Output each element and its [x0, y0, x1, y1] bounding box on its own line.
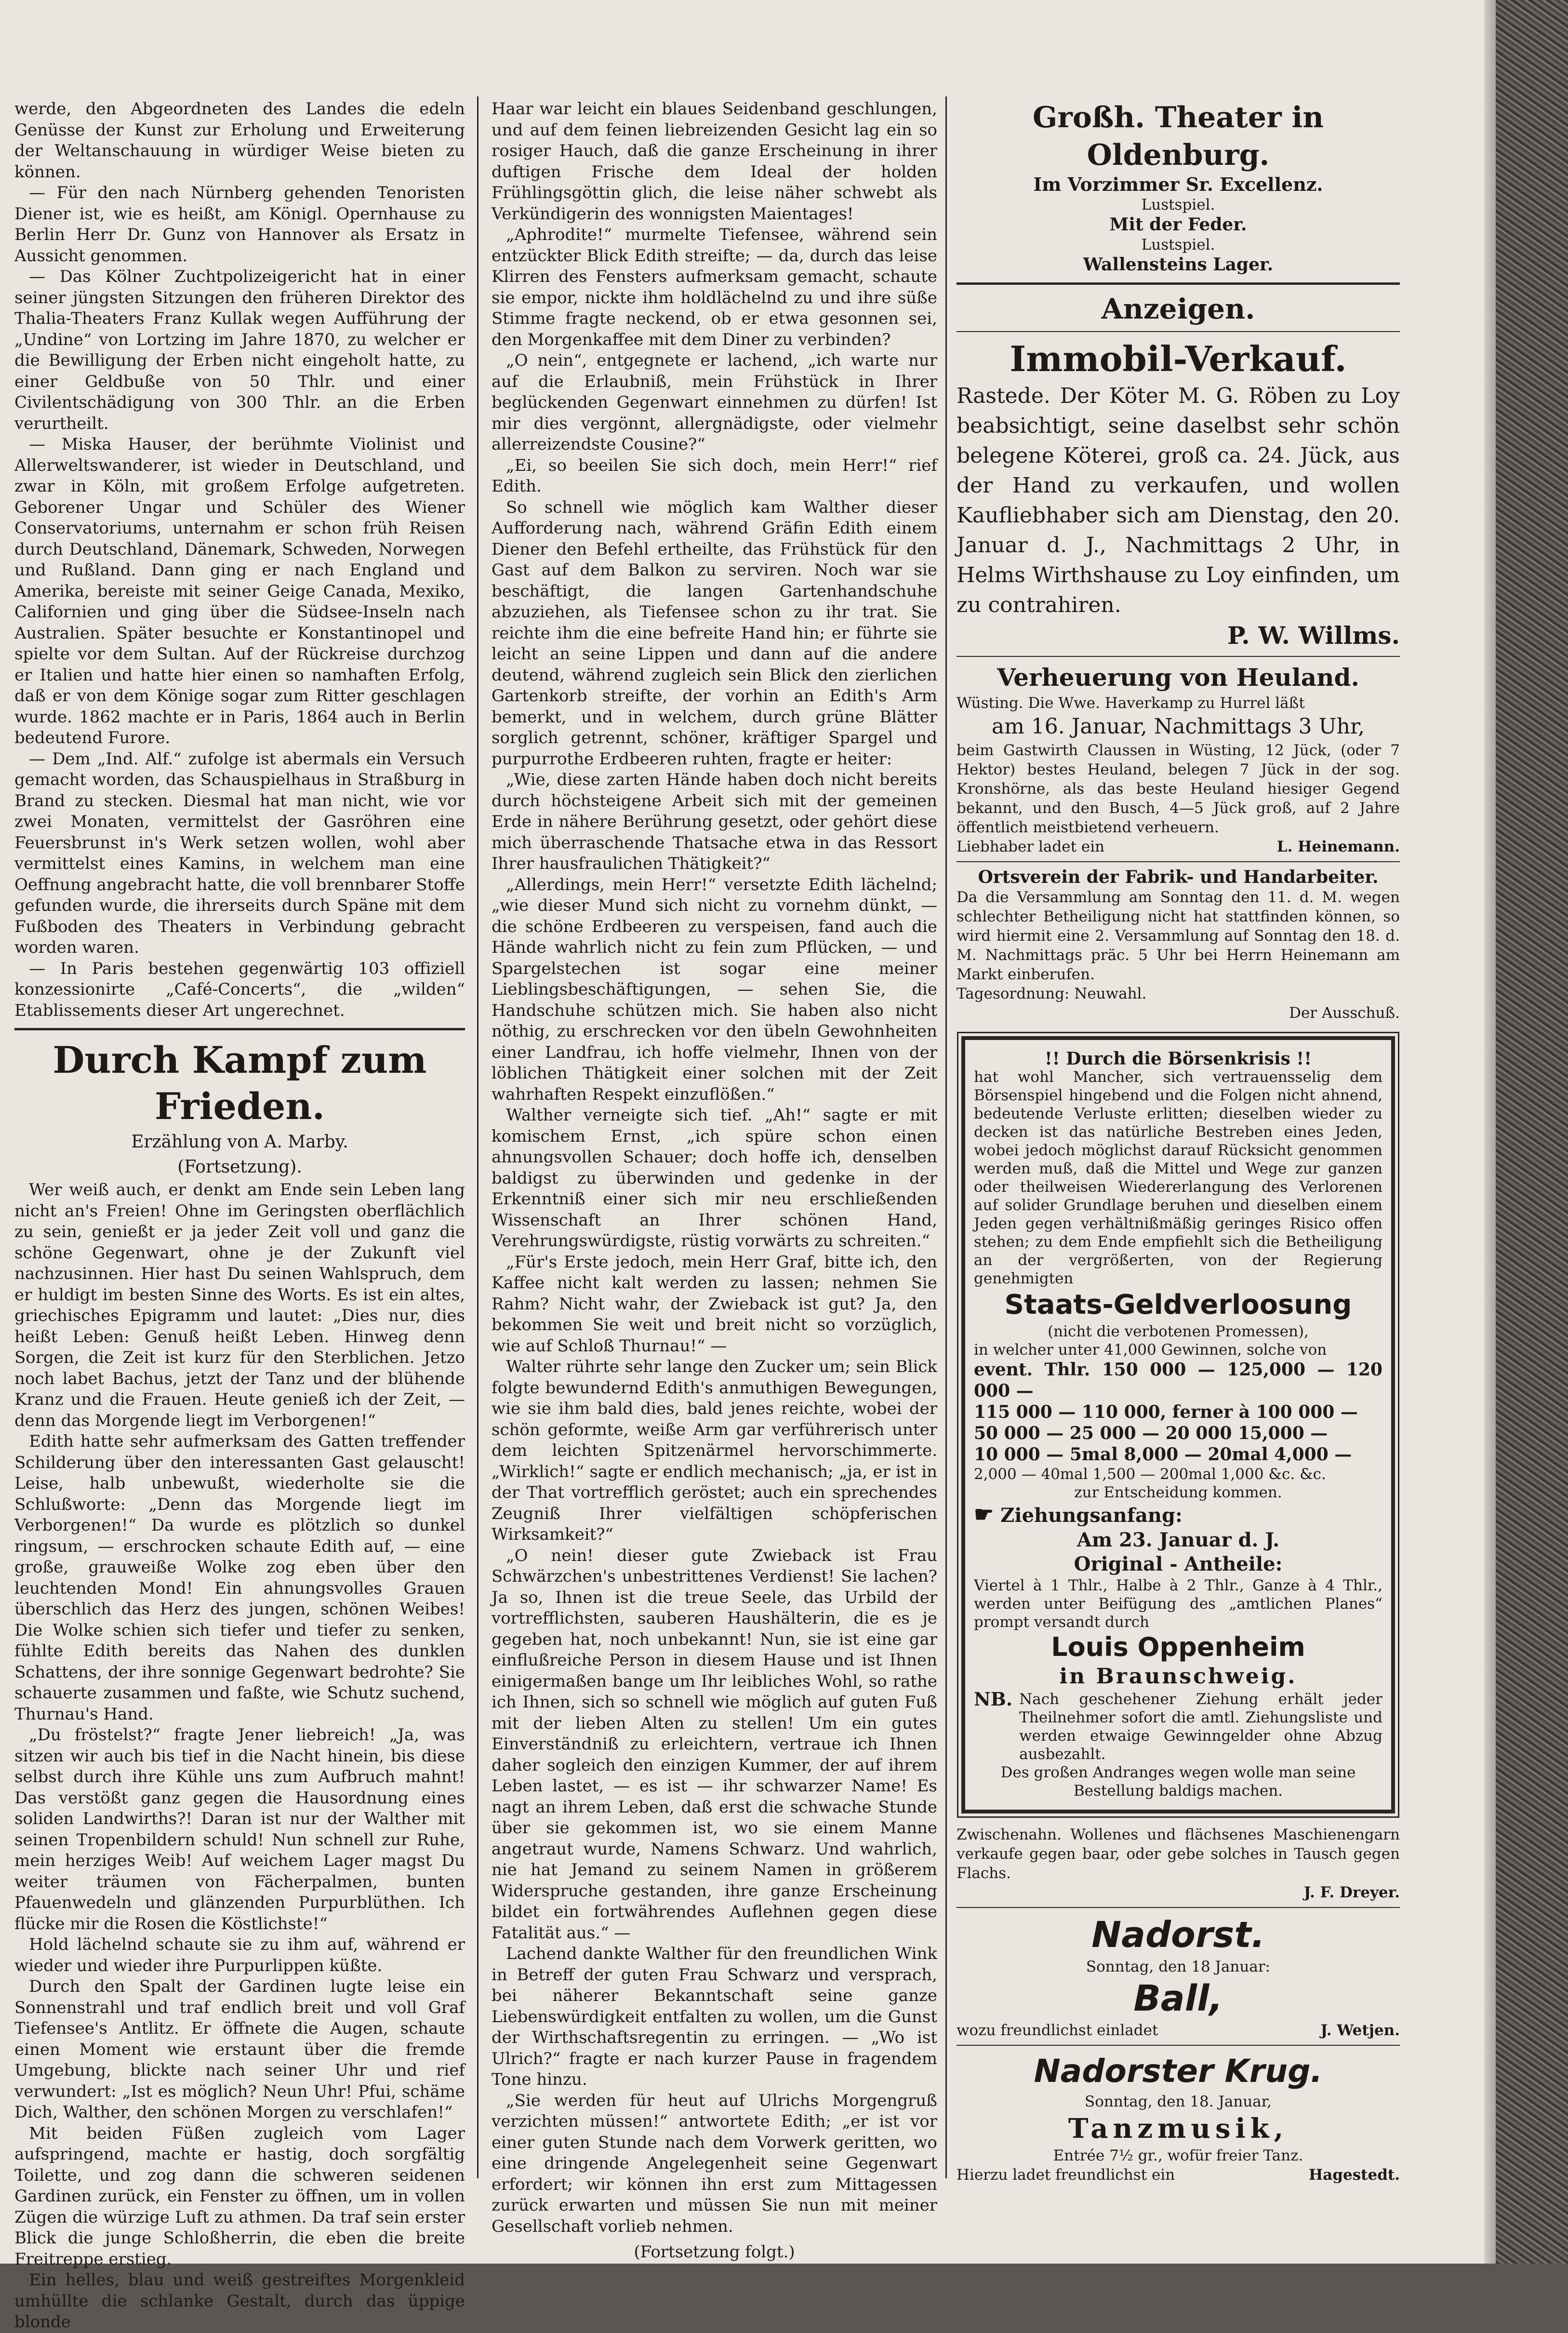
pointing-hand-icon: ☛ [974, 1501, 994, 1527]
lottery-firm: Louis Oppenheim [1051, 1632, 1305, 1662]
divider [957, 331, 1400, 332]
ad-date: Sonntag, den 18 Januar: [1086, 1958, 1271, 1975]
ad-title: !! Durch die Börsenkrisis !! [1044, 1049, 1312, 1069]
theater-genre: Lustspiel. [1141, 236, 1215, 253]
story-paragraph: „O nein! dieser gute Zwieback ist Frau Schwärzchen's unbestrittenes Verdienst! Sie lachen? Ja so, Ihnen ist die treue Seele, das Urbild der vortrefflichsten, sauberen Haushälterin, die es je gegeben hat, noch unbekannt! Nun, sie ist eine gar einflußreiche Person in diesem Hause und ist Ihnen einigermaßen bange um Ihr leibliches Wohl, so rathe ich Ihnen, sich so schnell wie möglich auf guten Fuß mit der lieben Alten zu stellen! Um ein gutes Einverständniß zu erleichtern, vertraue ich Ihnen daher sogleich den einzigen Kummer, der auf ihrem Leben lastet, — es ist — ihr schwarzer Name! Es nagt an ihrem Leben, daß erst die schwache Stunde über sie gekommen ist, wo sie einem Manne angetraut wurde, Namens Schwarz. Und wahrlich, nie hat Jemand zu seinem Namen in größerem Widerspruche gestanden, ihre ganze Erscheinung bildet ein fortwährendes Auflehnen gegen diese Fatalität aus.“ — [492, 1546, 937, 1943]
story-paragraph: „Wie, diese zarten Hände haben doch nicht bereits durch höchsteigene Arbeit sich mit der gemeinen Erde in nähere Berührung gesetzt, oder gehört diese mich überraschende Thatsache etwa in das Ressort Ihrer hausfraulichen Thätigkeit?“ [492, 770, 937, 873]
ad-text: hat wohl Mancher, sich vertrauensselig dem Börsenspiel hingebend und die Folgen nicht ahnend, bedeutende Verluste erlitten; dieselben wieder zu decken ist das natürliche Bestreben eines Jeden, wobei jedoch möglichst darauf Rücksicht genommen werden muß, daß die Mittel und Wege zur ganzen oder theilweisen Wiedererlangung des Verlorenen auf solider Grundlage beruhen und dieselben einem Jeden gegen verhältnißmäßig geringes Risico offen stehen; zu dem Ende empfiehlt sich die Betheiligung an der vergrößerten, von der Regierung genehmigten [974, 1068, 1382, 1287]
ad-text: Rastede. Der Köter M. G. Röben zu Loy beabsichtigt, seine daselbst sehr schön belegene Köterei, groß ca. 24. Jück, aus der Hand zu verkaufen, und wollen Kaufliebhaber sich am Dienstag, den 20. Januar d. J., Nachmittags 2 Uhr, in Helms Wirthshause zu Loy einfinden, um zu contrahiren. [957, 383, 1400, 617]
section-divider [14, 1028, 465, 1030]
lottery-date: Am 23. Januar d. J. [1076, 1529, 1280, 1551]
story-paragraph: So schnell wie möglich kam Walther dieser Aufforderung nach, während Gräfin Edith einem Diener den Befehl ertheilte, das Frühstück für den Gast auf dem Balkon zu serviren. Noch war sie beschäftigt, die langen Gartenhandschuhe abzuziehen, als Tiefensee schon zu ihr trat. Sie reichte ihm die eine befreite Hand hin; er führte sie leicht an seine Lippen und dann auf die andere deutend, während zugleich sein Blick den zierlichen Gartenkorb streifte, der vorhin an Edith's Arm bemerkt, und in welchem, durch grüne Blätter sorglich getrennt, schöner, kräftiger Spargel und purpurrothe Erdbeeren ruhten, fragte er heiter: [492, 497, 937, 769]
ad-text: Zwischenahn. Wollenes und flächsenes Maschienengarn verkaufe gegen baar, oder gebe solches in Tausch gegen Flachs. [957, 1826, 1400, 1882]
theater-title: Großh. Theater in Oldenburg. [1033, 101, 1324, 172]
lottery-city: in Braunschweig. [1059, 1664, 1297, 1689]
ad-signature: L. Heinemann. [1276, 838, 1400, 855]
story-paragraph: „Für's Erste jedoch, mein Herr Graf, bitte ich, den Kaffee nicht kalt werden zu lassen; nehmen Sie Rahm? Nicht wahr, der Zwieback ist gut? Ja, den bekommen Sie weit und breit nicht so vorzüglich, wie auf Schloß Thurnau!“ — [492, 1252, 937, 1356]
ad-invite: Hierzu ladet freundlichst ein [957, 2166, 1175, 2184]
divider [957, 861, 1400, 862]
column-1 [14, 99, 465, 2332]
ad-event: Ball, [1133, 1978, 1223, 2019]
ad-signature: Hagestedt. [1308, 2166, 1400, 2184]
news-paragraph: werde, den Abgeordneten des Landes die edeln Genüsse der Kunst zur Erholung und Erweiterung der Weltanschauung in würdiger Weise bieten zu können. [14, 99, 465, 182]
column-3 [957, 99, 1400, 2184]
story-paragraph: Edith hatte sehr aufmerksam des Gatten treffender Schilderung über den interessanten Gast gelauscht! Leise, halb unbewußt, wiederholte sie die Schlußworte: „Denn das Morgende liegt im Verborgenen!“ Da wurde es plötzlich so dunkel ringsum, — erschrocken schaute Edith auf, — eine große, grauweiße Wolke zog eben über den leuchtenden Mond! Ein ahnungsvolles Grauen überschlich das Herz des jungen, schönen Weibes! Die Wolke schien sich tiefer und tiefer zu senken, fühlte Edith bereits das Nahen des dunklen Schattens, der ihre sonnige Gegenwart bedrohte? Sie schauerte zusammen und faßte, wie Schutz suchend, Thurnau's Hand. [14, 1432, 465, 1724]
story-paragraph: Mit beiden Füßen zugleich vom Lager aufspringend, machte er hastig, doch sorgfältig Toilette, und zog dann die schweren seidenen Gardinen zurück, ein Fenster zu öffnen, um in vollen Zügen die würzige Luft zu athmen. Da traf sein erster Blick die junge Schloßherrin, die eben die breite Freitreppe erstieg. [14, 2123, 465, 2269]
ad-signature: J. Wetjen. [1320, 2022, 1400, 2039]
theater-play: Wallensteins Lager. [1083, 254, 1274, 275]
column-rule-1 [477, 96, 478, 2178]
lottery-price: Viertel à 1 Thlr., Halbe à 2 Thlr., Ganze à 4 Thlr., werden unter Beifügung des „amtlichen Planes“ prompt versandt durch [974, 1577, 1382, 1631]
lottery-nb: Nach geschehener Ziehung erhält jeder Theilnehmer sofort die amtl. Ziehungsliste und werden etwaige Gewinngelder ohne Abzug ausbezahlt. [1019, 1691, 1382, 1763]
lottery-nb-row [974, 1690, 1382, 1763]
continuation-note: (Fortsetzung folgt.) [634, 2242, 795, 2262]
divider [957, 1907, 1400, 1908]
section-divider [957, 282, 1400, 285]
ads-heading: Anzeigen. [1101, 292, 1255, 325]
story-paragraph: Wer weiß auch, er denkt am Ende sein Leben lang nicht an's Freien! Ohne im Geringsten oberflächlich zu sein, genießt er ja jeder Zeit voll und ganz die schöne Gegenwart, ohne je der Zukunft viel nachzusinnen. Hier hast Du seinen Wahlspruch, dem er huldigt im besten Sinne des Worts. Es ist ein altes, griechisches Epigramm und lautet: „Dies nur, dies heißt Leben: Genuß heißt Leben. Hinweg denn Sorgen, die Zeit ist kurz für den Sterblichen. Jetzo noch labet Bachus, jetzt der Tanz und der blühende Kranz und die Frauen. Heute genieß ich der Zeit, — denn das Morgende liegt im Verborgenen!“ [14, 1180, 465, 1430]
lottery-end: Des großen Andranges wegen wolle man seine Bestellung baldigs machen. [1000, 1764, 1356, 1800]
ad-entree: Entrée 7½ gr., wofür freier Tanz. [1053, 2147, 1303, 2164]
column-2 [492, 99, 937, 2262]
story-continuation: (Fortsetzung). [177, 1157, 302, 1177]
lottery-row: 115 000 — 110 000, ferner à 100 000 — [974, 1402, 1358, 1422]
ad-invite: wozu freundlichst einladet [957, 2022, 1158, 2039]
story-paragraph: „Allerdings, mein Herr!“ versetzte Edith lächelnd; „wie dieser Mund sich nicht zu vornehm dünkt, — die schöne Erdbeeren zu verspeisen, fand auch die Hände wahrlich nicht zu fein zum Pflücken, — und Spargelstechen ist sogar eine meiner Lieblingsbeschäftigungen, — sehen Sie, die Handschuhe schützen mich. Sie haben also nicht nöthig, zu erschrecken vor den übeln Gewohnheiten einer Landfrau, ich hoffe vielmehr, Ihnen von der löblichen Thätigkeit einer solchen mit der Zeit wahrhaften Respekt einzuflößen.“ [492, 875, 937, 1104]
news-paragraph: — Dem „Ind. Alf.“ zufolge ist abermals ein Versuch gemacht worden, das Schauspielhaus in Straßburg in Brand zu stecken. Diesmal hat man nicht, wie vor zwei Monaten, vermittelst der Gasröhren eine Feuersbrunst in's Werk setzen wollen, wohl aber vermittelst eines Kamins, in welchem man eine Oeffnung angebracht hatte, die voll brennbarer Stoffe gefunden wurde, die ihrerseits durch Späne mit dem Fußboden des Theaters in Verbindung gebracht worden waren. [14, 749, 465, 957]
lottery-draw-row [974, 1502, 1382, 1528]
column-rule-2 [945, 96, 947, 2178]
book-binding [1496, 0, 1568, 2264]
ad-signature-row [957, 837, 1400, 856]
ad-date: Sonntag, den 18. Januar, [1084, 2093, 1272, 2110]
lottery-row: zur Entscheidung kommen. [1074, 1484, 1282, 1501]
news-paragraph: — Das Kölner Zuchtpolizeigericht hat in einer seiner jüngsten Sitzungen den früheren Direktor des Thalia-Theaters Franz Kullak wegen Aufführung der „Undine“ von Lortzing im Jahre 1870, zu welcher er die Bewilligung der Erben nicht eingeholt hatte, zu einer Geldbuße von 50 Thlr. und einer Civilentschädigung von 300 Thlr. an die Erben verurtheilt. [14, 267, 465, 433]
theater-genre: Lustspiel. [1141, 196, 1215, 213]
ad-text: beim Gastwirth Claussen in Wüsting, 12 Jück, (oder 7 Hektor) bestes Heuland, belegen 7 Jück in der sog. Kronshörne, als das beste Heuland hiesiger Gegend bekannt, und den Busch, 4—5 Jück groß, auf 2 Jahre öffentlich meistbietend verheuern. [957, 741, 1400, 836]
ad-signature: Der Ausschuß. [1289, 1004, 1400, 1022]
story-title: Durch Kampf zum Frieden. [53, 1039, 427, 1128]
story-paragraph: „Du fröstelst?“ fragte Jener liebreich! „Ja, was sitzen wir auch bis tief in die Nacht hinein, bis diese selbst durch ihre Kühle uns zum Aufbruch mahnt! Das verstößt ganz gegen die Hausordnung eines soliden Landwirths?! Daran ist nur der Walther mit seinen Tropenbildern schuld! Nun schnell zur Ruhe, mein herziges Weib! Auf weichem Lager magst Du weiter träumen von Fächerpalmen, bunten Pfauenwedeln und glänzenden Purpurblüthen. Ich flücke mir die Rosen die Köstlichste!“ [14, 1725, 465, 1933]
story-author: Erzählung von A. Marby. [131, 1132, 348, 1152]
story-paragraph: Lachend dankte Walther für den freundlichen Wink in Betreff der guten Frau Schwarz und versprach, bei näherer Bekanntschaft seine ganze Liebenswürdigkeit entfalten zu wollen, um die Gunst der Wirthschaftsregentin zu erringen. — „Wo ist Ulrich?“ fragte er nach kurzer Pause in fragendem Tone hinzu. [492, 1944, 937, 2089]
story-paragraph: „O nein“, entgegnete er lachend, „ich warte nur auf die Erlaubniß, mein Frühstück in Ihrer beglückenden Gegenwart einnehmen zu dürfen! Ist mir dies vergönnt, allergnädigste, oder vielmehr allerreizendste Cousine?“ [492, 351, 937, 454]
ad-signature-row [957, 2165, 1400, 2185]
divider [957, 2045, 1400, 2046]
ad-signature: P. W. Willms. [1227, 621, 1400, 650]
ad-invite: Liebhaber ladet ein [957, 838, 1105, 855]
ad-signature: J. F. Dreyer. [1303, 1884, 1400, 1901]
news-paragraph: — Miska Hauser, der berühmte Violinist und Allerweltswanderer, ist wieder in Deutschland, und zwar in Köln, mit großem Erfolge aufgetreten. Geborener Ungar und Schüler des Wiener Conservatoriums, unternahm er schon früh Reisen durch Deutschland, Dänemark, Schweden, Norwegen und Rußland. Dann ging er nach England und Amerika, bereiste mit seiner Geige Canada, Mexiko, Californien und ging über die Südsee-Inseln nach Australien. Später besuchte er Konstantinopel und spielte vor dem Sultan. Auf der Rückreise durchzog er Italien und hatte hier einen so namhaften Erfolg, daß er von dem Könige sogar zum Ritter geschlagen wurde. 1862 machte er in Paris, 1864 auch in Berlin bedeutend Furore. [14, 435, 465, 747]
ad-signature-row [957, 2021, 1400, 2040]
nb-label: NB. [974, 1688, 1013, 1710]
lottery-title: Staats-Geldverloosung [1004, 1289, 1352, 1320]
ad-text: Wüsting. Die Wwe. Haverkamp zu Hurrel läßt [957, 694, 1305, 712]
ad-text: Da die Versammlung am Sonntag den 11. d. M. wegen schlechter Betheiligung nicht hat stattfinden können, so wird hiermit eine 2. Versammlung auf Sonntag den 18. d. M. Nachmittags präc. 5 Uhr bei Herrn Heinemann am Markt einberufen. [957, 889, 1400, 983]
lottery-row: event. Thlr. 150 000 — 125,000 — 120 000 — [974, 1360, 1382, 1401]
news-paragraph: — Für den nach Nürnberg gehenden Tenoristen Diener ist, wie es heißt, am Königl. Opernhause zu Berlin Herr Dr. Gunz von Hannover als Ersatz in Aussicht genommen. [14, 183, 465, 266]
lottery-line: in welcher unter 41,000 Gewinnen, solche von [974, 1341, 1327, 1359]
ad-date: am 16. Januar, Nachmittags 3 Uhr, [991, 714, 1365, 739]
story-paragraph: Walther verneigte sich tief. „Ah!“ sagte er mit komischem Ernst, „ich spüre schon einen ahnungsvollen Schauer; doch hoffe ich, denselben baldigst zu überwinden und gedenke in der Erkenntniß einer sich mir neu erschließenden Wissenschaft an Ihrer schönen Hand, Verehrungswürdigste, rüstig vorwärts zu schreiten.“ [492, 1106, 937, 1251]
story-paragraph: „Sie werden für heut auf Ulrichs Morgengruß verzichten müssen!“ antwortete Edith; „er ist vor einer guten Stunde nach dem Vorwerk geritten, wo eine dringende Angelegenheit seine Gegenwart erfordert; wir können ihn erst zum Mittagessen zurück erwarten und müssen Sie nun mit meiner Gesellschaft vorlieb nehmen. [492, 2091, 937, 2236]
lottery-draw-label: Ziehungsanfang: [1000, 1504, 1183, 1527]
lottery-note: (nicht die verbotenen Promessen), [1048, 1323, 1309, 1340]
story-paragraph: Walter rührte sehr lange den Zucker um; sein Blick folgte bewundernd Edith's anmuthigen Bewegungen, wie sie ihm bald dies, bald jenes reichte, wobei der schön geformte, weiße Arm gar verführerisch unter dem leichten Spitzenärmel hervorschimmerte. „Wirklich!“ sagte er endlich mechanisch; „ja, er ist in der That vortrefflich geröstet; auch ein sprechendes Zeugniß Ihrer vielfältigen schöpferischen Wirksamkeit?“ [492, 1357, 937, 1544]
ad-title: Verheuerung von Heuland. [997, 663, 1359, 692]
ad-title: Nadorster Krug. [1034, 2053, 1323, 2090]
divider [957, 656, 1400, 657]
theater-play: Im Vorzimmer Sr. Excellenz. [1033, 173, 1323, 195]
ad-title: Immobil-Verkauf. [1010, 338, 1347, 379]
story-paragraph: Ein helles, blau und weiß gestreiftes Morgenkleid umhüllte die schlanke Gestalt, durch das üppige blonde [14, 2270, 465, 2332]
story-paragraph: Haar war leicht ein blaues Seidenband geschlungen, und auf dem feinen liebreizenden Gesicht lag ein so rosiger Hauch, daß die ganze Erscheinung in ihrer duftigen Frische dem Ideal der holden Frühlingsgöttin glich, die leise näher schwebt als Verkündigerin des wonnigsten Maientages! [492, 99, 937, 224]
lottery-ad-box [961, 1036, 1395, 1813]
story-paragraph: „Ei, so beeilen Sie sich doch, mein Herr!“ rief Edith. [492, 455, 937, 496]
lottery-row: 10 000 — 5mal 8,000 — 20mal 4,000 — [974, 1444, 1352, 1465]
theater-play: Mit der Feder. [1109, 214, 1247, 235]
lottery-row: 2,000 — 40mal 1,500 — 200mal 1,000 &c. &c. [974, 1466, 1326, 1483]
page-edge [1484, 0, 1496, 2264]
ad-agenda: Tagesordnung: Neuwahl. [957, 985, 1147, 1002]
ad-event: Tanzmusik, [1068, 2113, 1289, 2145]
lottery-row: 50 000 — 25 000 — 20 000 15,000 — [974, 1423, 1328, 1443]
lottery-shares: Original - Antheile: [1074, 1553, 1283, 1575]
ad-title: Ortsverein der Fabrik- und Handarbeiter. [978, 867, 1379, 887]
story-paragraph: „Aphrodite!“ murmelte Tiefensee, während sein entzückter Blick Edith streifte; — da, durch das leise Klirren des Fensters aufmerksam gemacht, schaute sie empor, nickte ihm holdlächelnd zu und ihre süße Stimme fragte neckend, ob er etwa gesonnen sei, den Morgenkaffee mit dem Diner zu verbinden? [492, 225, 937, 349]
story-paragraph: Durch den Spalt der Gardinen lugte leise ein Sonnenstrahl und traf endlich breit und voll Graf Tiefensee's Antlitz. Er öffnete die Augen, schaute einen Moment wie erstaunt über die fremde Umgebung, blickte nach seiner Uhr und rief verwundert: „Ist es möglich? Neun Uhr! Pfui, schäme Dich, Walther, den schönen Morgen zu verschlafen!“ [14, 1977, 465, 2122]
ad-title: Nadorst. [1091, 1914, 1265, 1956]
news-paragraph: — In Paris bestehen gegenwärtig 103 offiziell konzessionirte „Café-Concerts“, die „wilden“ Etablissements dieser Art ungerechnet. [14, 959, 465, 1020]
story-paragraph: Hold lächelnd schaute sie zu ihm auf, während er wieder und wieder ihre Purpurlippen küßte. [14, 1935, 465, 1975]
